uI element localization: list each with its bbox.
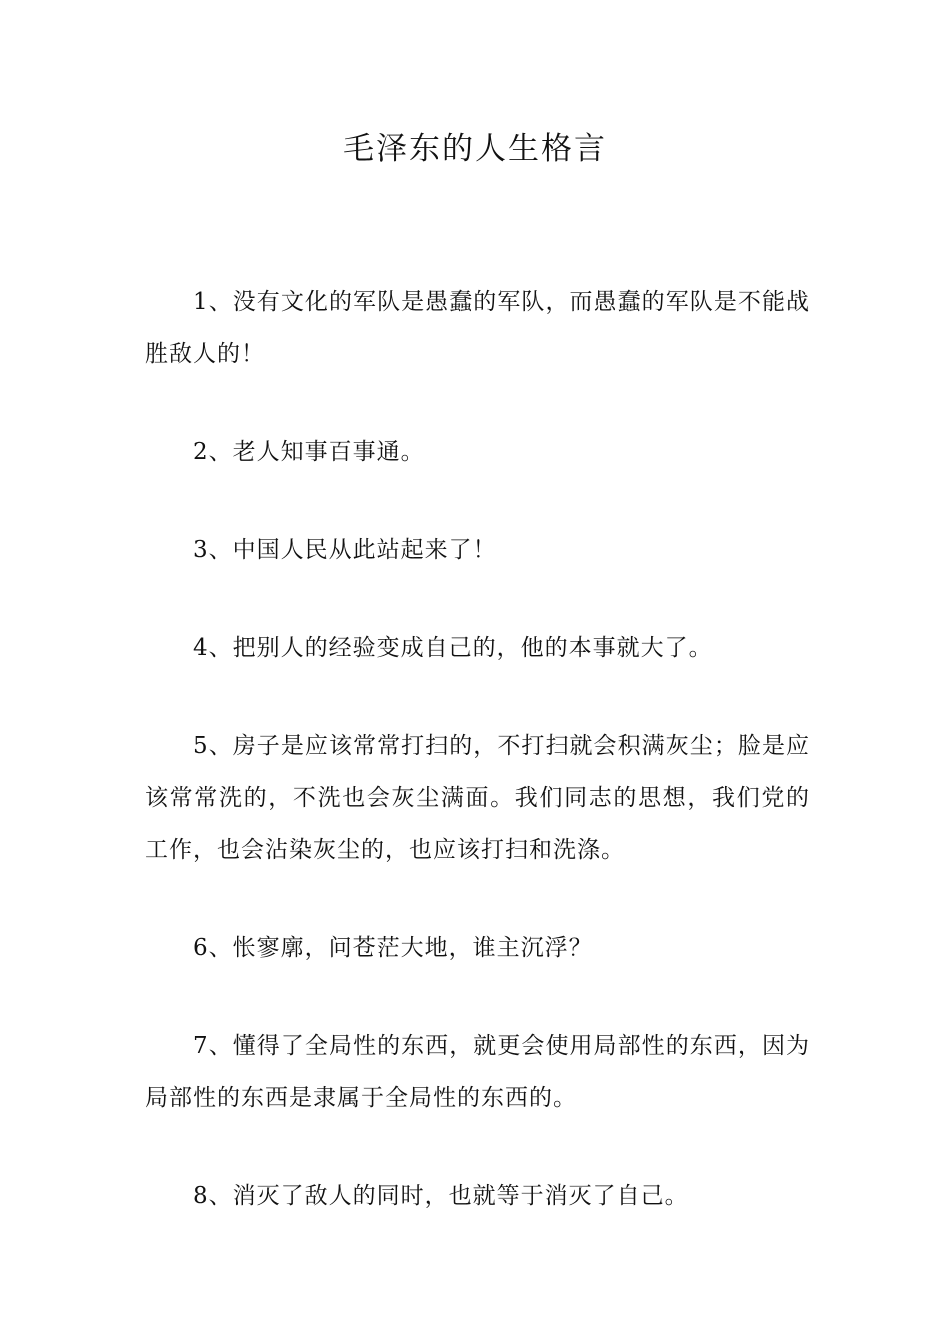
quote-paragraph-5: 5、房子是应该常常打扫的，不打扫就会积满灰尘；脸是应该常常洗的，不洗也会灰尘满面。我们同志的思想，我们党的工作，也会沾染灰尘的，也应该打扫和洗涤。: [145, 733, 810, 863]
paragraph-spacer: [145, 380, 810, 426]
paragraph-spacer: [145, 876, 810, 922]
quote-paragraph-2: 2、老人知事百事通。: [193, 439, 425, 465]
quote-paragraph-7: 7、懂得了全局性的东西，就更会使用局部性的东西，因为局部性的东西是隶属于全局性的东西的。: [145, 1033, 810, 1111]
quote-paragraph-6: 6、怅寥廓，问苍茫大地，谁主沉浮？: [193, 935, 593, 961]
paragraph-spacer: [145, 478, 810, 524]
quote-paragraph-8: 8、消灭了敌人的同时，也就等于消灭了自己。: [193, 1183, 689, 1209]
paragraph-spacer: [145, 674, 810, 720]
quote-paragraph-3: 3、中国人民从此站起来了！: [193, 537, 497, 563]
quote-paragraph-1: 1、没有文化的军队是愚蠢的军队，而愚蠢的军队是不能战胜敌人的！: [145, 289, 810, 367]
paragraph-spacer: [145, 576, 810, 622]
paragraph-spacer: [145, 974, 810, 1020]
quote-paragraph-4: 4、把别人的经验变成自己的，他的本事就大了。: [193, 635, 713, 661]
paragraph-spacer: [145, 1124, 810, 1170]
document-title: 毛泽东的人生格言: [343, 131, 607, 167]
document-body: [145, 276, 810, 1222]
